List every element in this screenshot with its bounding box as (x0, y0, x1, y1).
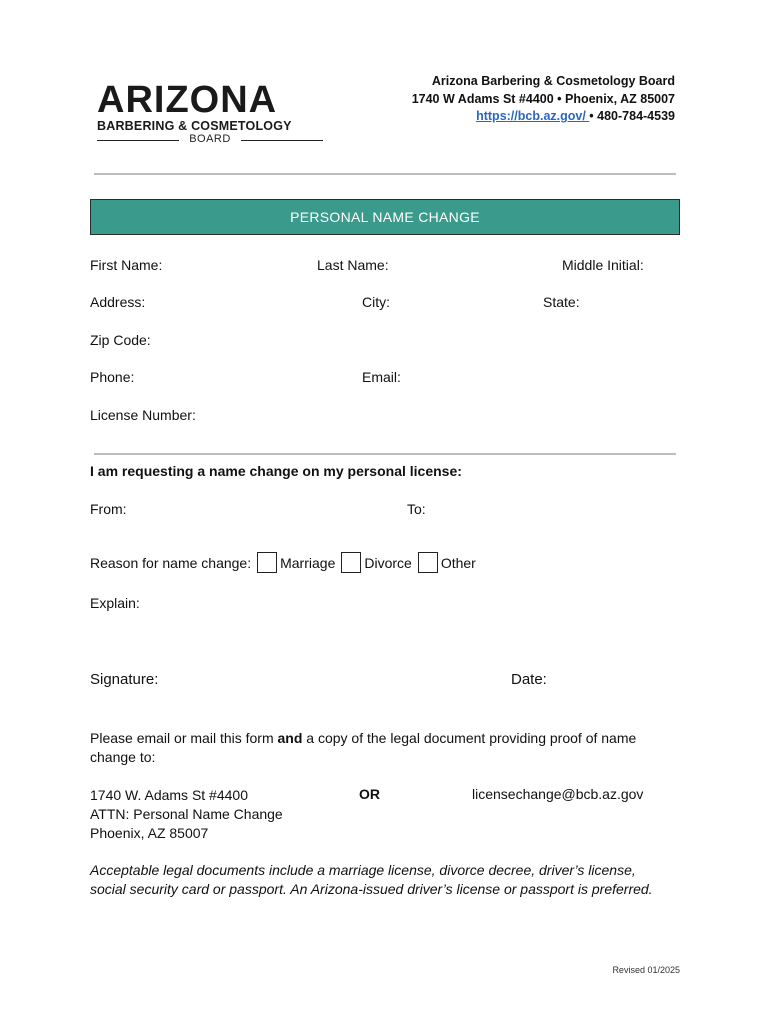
mail-line-3: Phoenix, AZ 85007 (90, 825, 209, 841)
address-field[interactable]: Address: (90, 294, 146, 310)
logo-board-text: BOARD (189, 133, 231, 145)
logo-wordmark: ARIZONA (97, 79, 278, 121)
org-name: Arizona Barbering & Cosmetology Board (431, 74, 675, 88)
mail-line-2: ATTN: Personal Name Change (90, 806, 283, 822)
reason-label: Reason for name change: (90, 554, 252, 571)
middle-initial-field[interactable]: Middle Initial: (562, 257, 644, 273)
mailing-address (90, 786, 350, 843)
instructions-text-1: Please email or mail this form (90, 730, 278, 746)
from-name-field[interactable]: From: (90, 501, 127, 517)
last-name-field[interactable]: Last Name: (317, 257, 389, 273)
to-name-field[interactable]: To: (407, 501, 426, 517)
state-field[interactable]: State: (543, 294, 580, 310)
reason-row (90, 552, 476, 573)
divorce-option-label: Divorce (364, 554, 412, 571)
date-field[interactable]: Date: (511, 671, 547, 688)
form-title: PERSONAL NAME CHANGE (90, 199, 680, 235)
instructions-text-2: a copy of the legal document providing proof of name change to: (90, 730, 637, 765)
mail-line-1: 1740 W. Adams St #4400 (90, 787, 248, 803)
header-divider (94, 173, 676, 175)
or-separator: OR (359, 786, 380, 802)
email-field[interactable]: Email: (362, 369, 401, 385)
section-divider (94, 453, 676, 455)
logo-board-row (97, 133, 323, 147)
divorce-checkbox[interactable] (341, 552, 361, 573)
zip-code-field[interactable]: Zip Code: (90, 332, 151, 348)
first-name-field[interactable]: First Name: (90, 257, 163, 273)
website-link[interactable]: https://bcb.az.gov/ (476, 109, 590, 123)
logo-divider-right (241, 140, 323, 141)
instructions-bold: and (277, 730, 303, 746)
revision-date: Revised 01/2025 (612, 965, 680, 975)
signature-field[interactable]: Signature: (90, 671, 159, 688)
submission-email: licensechange@bcb.az.gov (472, 786, 644, 802)
marriage-checkbox[interactable] (257, 552, 277, 573)
city-field[interactable]: City: (362, 294, 390, 310)
logo-subtitle: BARBERING & COSMETOLOGY (97, 119, 292, 133)
other-checkbox[interactable] (418, 552, 438, 573)
phone-field[interactable]: Phone: (90, 369, 135, 385)
explain-field[interactable]: Explain: (90, 595, 140, 611)
request-heading: I am requesting a name change on my personal license: (90, 463, 462, 479)
org-contact-line (476, 109, 675, 123)
org-address: 1740 W Adams St #4400 • Phoenix, AZ 85007 (411, 92, 675, 106)
license-number-field[interactable]: License Number: (90, 407, 196, 423)
marriage-option-label: Marriage (280, 554, 336, 571)
instructions-paragraph (90, 729, 670, 767)
acceptable-documents-note: Acceptable legal documents include a marriage license, divorce decree, driver’s license, social security card or passport. An Arizona-issued driver’s license or passport is preferred. (90, 862, 653, 897)
org-phone: • 480-784-4539 (589, 109, 675, 123)
other-option-label: Other (440, 554, 476, 571)
